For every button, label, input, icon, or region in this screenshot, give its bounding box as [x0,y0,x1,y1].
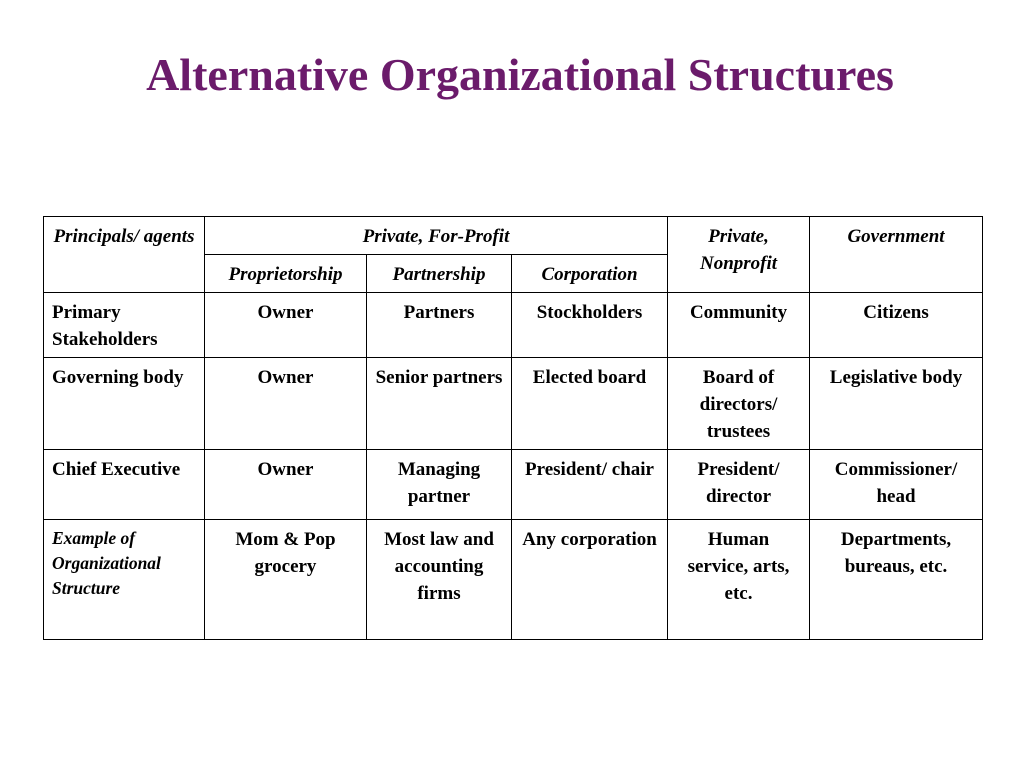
table-cell: Any corporation [512,520,668,640]
table-cell: Owner [205,293,367,358]
table-cell: Partners [367,293,512,358]
corner-header: Principals/ agents [44,217,205,293]
table-cell: Stockholders [512,293,668,358]
corporation-header: Corporation [512,255,668,293]
header-row [44,217,983,255]
table-cell: Human service, arts, etc. [668,520,810,640]
row-label: Primary Stakeholders [44,293,205,358]
slide-title: Alternative Organizational Structures [146,49,894,100]
table-cell: Legislative body [810,358,983,450]
table-cell: President/ chair [512,450,668,520]
table-cell: Citizens [810,293,983,358]
row-label: Chief Executive [44,450,205,520]
proprietorship-header: Proprietorship [205,255,367,293]
government-header: Government [810,217,983,293]
row-label: Example of Organizational Structure [44,520,205,640]
row-label: Governing body [44,358,205,450]
table-row [44,293,983,358]
table-cell: Elected board [512,358,668,450]
table-row [44,358,983,450]
partnership-header: Partnership [367,255,512,293]
table-cell: Departments, bureaus, etc. [810,520,983,640]
table-cell: President/ director [668,450,810,520]
table-cell: Commissioner/ head [810,450,983,520]
table-cell: Owner [205,358,367,450]
table-cell: Mom & Pop grocery [205,520,367,640]
nonprofit-header: Private, Nonprofit [668,217,810,293]
table-cell: Board of directors/ trustees [668,358,810,450]
table-row [44,450,983,520]
table-row [44,520,983,640]
table-cell: Owner [205,450,367,520]
table-cell: Most law and accounting firms [367,520,512,640]
table-cell: Community [668,293,810,358]
table-cell: Senior partners [367,358,512,450]
org-structures-table [43,216,983,640]
private-for-profit-header: Private, For-Profit [205,217,668,255]
table-cell: Managing partner [367,450,512,520]
